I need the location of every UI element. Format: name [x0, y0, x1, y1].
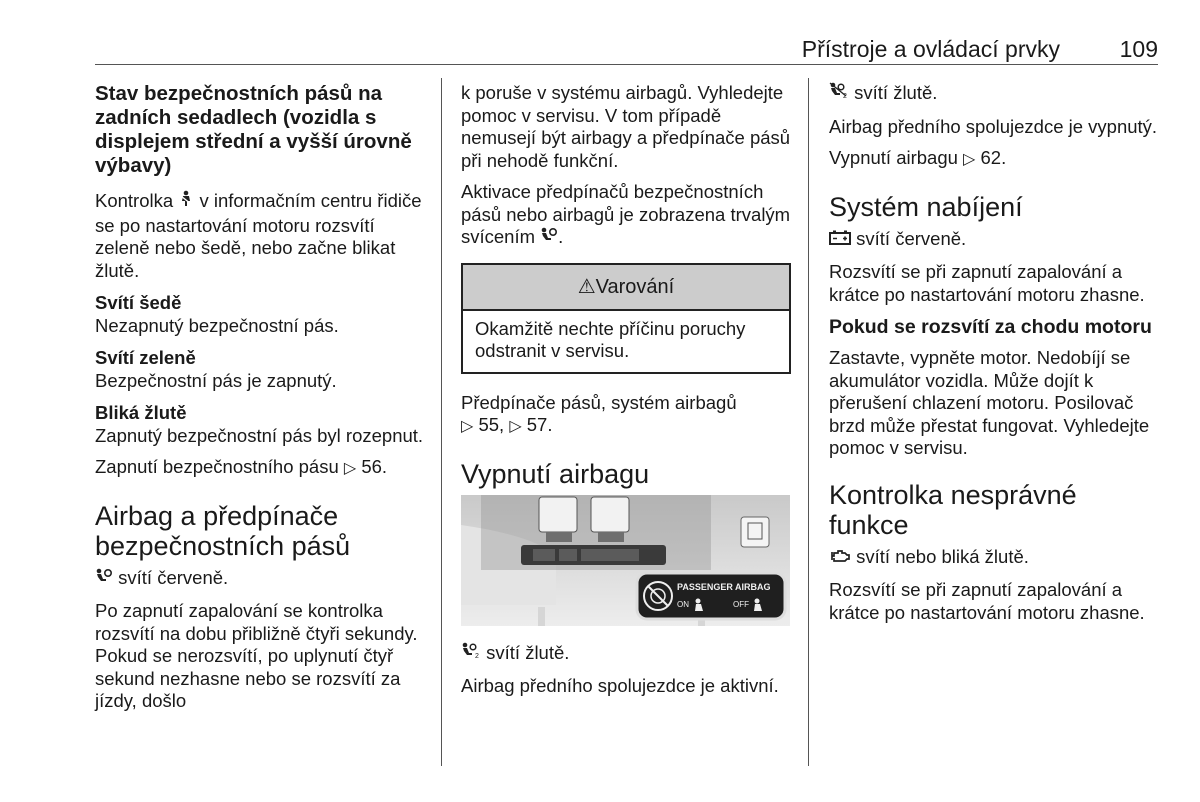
- state-green-text: Bezpečnostní pás je zapnutý.: [95, 369, 337, 391]
- pretensioner-references: Předpínače pásů, systém airbagů ▷ 55, ▷ 57.: [461, 391, 737, 435]
- seatbelt-page-link[interactable]: 56.: [361, 456, 388, 477]
- rear-belt-heading: Stav bezpečnostních pásů na zadních sedadlech (vozidla s displejem střední a vyšší úrovně výbavy): [95, 82, 412, 177]
- engine-running-text: Zastavte, vypněte motor. Nedobíjí se akumulátor vozidla. Může dojít k přerušení chlazení motoru. Posilovač brzd může přestat fungovat. Vyhledejte pomoc v servisu.: [829, 347, 1150, 458]
- page-number: 109: [1119, 36, 1158, 62]
- column-2: [461, 82, 791, 707]
- passenger-airbag-active-text: Airbag předního spolujezdce je aktivní.: [461, 675, 779, 696]
- malfunction-lamp-line: svítí nebo bliká žlutě.: [829, 546, 1159, 571]
- airbag-warning-icon: [540, 227, 558, 251]
- airbag-section-title: Airbag a předpínače bezpečnostních pásů: [95, 500, 351, 561]
- state-grey-title: Svítí šedě: [95, 292, 182, 313]
- seatbelt-reminder-icon: [178, 190, 194, 215]
- page-ref-arrow-icon: ▷: [963, 151, 976, 168]
- warning-text: Okamžitě nechte příčinu poruchy odstranit v servisu.: [475, 317, 746, 361]
- page-ref-arrow-icon: ▷: [461, 418, 474, 435]
- page-ref-arrow-icon: ▷: [343, 460, 357, 477]
- malfunction-lamp-text: Rozsvítí se při zapnutí zapalování a krátce po nastartování motoru zhasne.: [829, 579, 1145, 623]
- page-ref-arrow-icon: ▷: [509, 418, 522, 435]
- page-link-57[interactable]: 57.: [526, 414, 553, 435]
- airbag-warning-icon: [95, 568, 113, 592]
- malfunction-lamp-title: Kontrolka nesprávné funkce: [829, 479, 1077, 540]
- airbag-body-text: Po zapnutí zapalování se kontrolka rozsvítí na dobu přibližně čtyři sekundy. Pokud se nerozsvítí, po uplynutí čtyř sekund nezhasne nebo se rozsvítí za jízdy, došlo: [95, 600, 418, 711]
- seatbelt-reference: Zapnutí bezpečnostního pásu ▷ 56.: [95, 456, 388, 477]
- passenger-airbag-on-icon: [461, 642, 481, 667]
- passenger-airbag-off-line: 2 svítí žlutě.: [829, 82, 1159, 107]
- charging-text: Rozsvítí se při zapnutí zapalování a krátce po nastartování motoru zhasne.: [829, 261, 1145, 305]
- charging-lamp-line: svítí červeně.: [829, 228, 1159, 253]
- warning-header: ⚠Varování: [463, 265, 789, 311]
- state-yellow-text: Zapnutý bezpečnostní pás byl rozepnut.: [95, 424, 424, 446]
- airbag-lamp-line: svítí červeně.: [95, 567, 430, 592]
- passenger-airbag-on-line: 2 svítí žlutě.: [461, 642, 791, 667]
- engine-running-subtitle: Pokud se rozsvítí za chodu motoru: [829, 316, 1152, 338]
- battery-icon: [829, 230, 851, 253]
- column-divider-1: [441, 78, 442, 766]
- panel-off-label: OFF: [733, 599, 749, 609]
- activation-text: Aktivace předpínačů bezpečnostních pásů nebo airbagů je zobrazena trvalým svícením .: [461, 181, 791, 251]
- page-link-55[interactable]: 55,: [478, 414, 505, 435]
- page-link-62[interactable]: 62.: [980, 147, 1007, 168]
- charging-system-title: Systém nabíjení: [829, 191, 1023, 222]
- panel-on-label: ON: [677, 599, 689, 609]
- panel-label: PASSENGER AIRBAG: [677, 581, 771, 592]
- page-header-title: Přístroje a ovládací prvky: [801, 36, 1060, 62]
- passenger-airbag-off-icon: [829, 82, 849, 107]
- header-divider: [95, 64, 1158, 65]
- warning-triangle-icon: ⚠: [577, 275, 596, 298]
- column-divider-2: [808, 78, 809, 766]
- airbag-deactivation-title: Vypnutí airbagu: [461, 458, 650, 489]
- check-engine-icon: [829, 548, 851, 571]
- state-yellow-title: Bliká žlutě: [95, 402, 187, 423]
- column-1: [95, 82, 430, 722]
- warning-box: [461, 263, 791, 374]
- state-green-title: Svítí zeleně: [95, 347, 196, 368]
- overhead-console-photo: [461, 495, 790, 626]
- svg-text:2: 2: [475, 652, 479, 659]
- state-grey-text: Nezapnutý bezpečnostní pás.: [95, 314, 339, 336]
- rear-belt-intro: Kontrolka v informačním centru řidiče se po nastartování motoru rozsvítí zeleně nebo šedě, nebo začne blikat žlutě.: [95, 190, 422, 281]
- airbag-fault-text: k poruše v systému airbagů. Vyhledejte pomoc v servisu. V tom případě nemusejí být airbagy a předpínače pásů při nehodě funkční.: [461, 82, 791, 171]
- svg-text:2: 2: [843, 93, 847, 99]
- passenger-airbag-off-text: Airbag předního spolujezdce je vypnutý.: [829, 115, 1158, 137]
- airbag-off-reference: Vypnutí airbagu ▷ 62.: [829, 147, 1007, 168]
- column-3: [829, 82, 1159, 633]
